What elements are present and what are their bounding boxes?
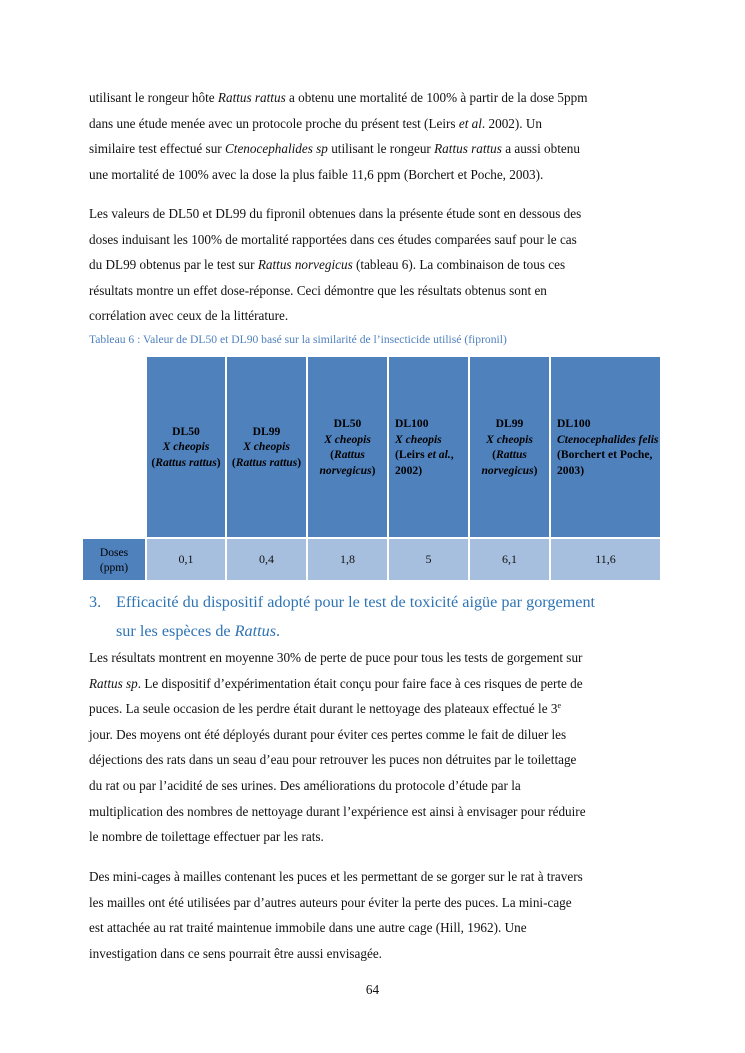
- text-line: similaire test effectué sur Ctenocephalides sp utilisant le rongeur Rattus rattus a aussi obtenu: [89, 141, 580, 157]
- text-line: le nombre de toilettage effectuer par les rats.: [89, 829, 324, 845]
- value-cell: 5: [388, 538, 469, 580]
- page-number: 64: [365, 982, 380, 997]
- table-caption: Tableau 6 : Valeur de DL50 et DL90 basé sur la similarité de l’insecticide utilisé (fipronil): [89, 333, 507, 346]
- text-line: du DL99 obtenus par le test sur Rattus norvegicus (tableau 6). La combinaison de tous ces: [89, 257, 566, 273]
- text-line: est attachée au rat traité maintenue immobile dans une autre cage (Hill, 1962). Une: [89, 920, 527, 936]
- table-row: [83, 538, 660, 580]
- text-line: Les valeurs de DL50 et DL99 du fipronil obtenues dans la présente étude sont en dessous des: [89, 206, 582, 221]
- table-header-row: [83, 357, 660, 538]
- value-cell: 11,6: [550, 538, 660, 580]
- text-line: les mailles ont été utilisées par d’autres auteurs pour éviter la perte des puces. La mini-cage: [89, 894, 572, 910]
- text-line: Des mini-cages à mailles contenant les puces et les permettant de se gorger sur le rat à travers: [89, 869, 583, 884]
- text-line: Rattus sp. Le dispositif d’expérimentation était conçu pour faire face à ces risques de perte de: [89, 675, 583, 691]
- header-dl50-rattus: DL50 X cheopis (Rattus rattus): [146, 357, 226, 538]
- paragraph-3: [89, 645, 656, 850]
- dose-table: [83, 357, 660, 580]
- value-cell: 6,1: [469, 538, 550, 580]
- text-line: une mortalité de 100% avec la dose la plus faible 11,6 ppm (Borchert et Poche, 2003).: [89, 166, 544, 182]
- value-cell: 0,4: [226, 538, 307, 580]
- text-line: utilisant le rongeur hôte Rattus rattus a obtenu une mortalité de 100% à partir de la dose 5ppm: [89, 90, 588, 105]
- row-label-doses: Doses (ppm): [83, 538, 146, 580]
- text-line: puces. La seule occasion de les perdre était durant le nettoyage des plateaux effectué le 3e: [89, 701, 561, 717]
- text-line: corrélation avec ceux de la littérature.: [89, 308, 289, 324]
- text-line: doses induisant les 100% de mortalité rapportées dans ces études comparées sauf pour le cas: [89, 231, 577, 247]
- text-line: investigation dans ce sens pourrait être aussi envisagée.: [89, 945, 382, 961]
- header-dl99-norvegicus: DL99 X cheopis (Rattus norvegicus): [469, 357, 550, 538]
- text-line: dans une étude menée avec un protocole proche du présent test (Leirs et al. 2002). Un: [89, 115, 542, 131]
- empty-corner-cell: [83, 357, 146, 538]
- text-line: du rat ou par l’acidité de ses urines. Des améliorations du protocole d’étude par la: [89, 777, 521, 793]
- header-dl100-borchert: DL100 Ctenocephalides felis (Borchert et Poche, 2003): [550, 357, 660, 538]
- text-line: déjections des rats dans un seau d’eau pour retrouver les puces non détruites par le toilettage: [89, 752, 577, 768]
- paragraph-2: [89, 201, 656, 329]
- section-heading: 3. Efficacité du dispositif adopté pour le test de toxicité aigüe par gorgement sur les espèces de Rattus.: [89, 593, 596, 640]
- header-dl50-norvegicus: DL50 X cheopis (Rattus norvegicus): [307, 357, 388, 538]
- paragraph-4: [89, 864, 656, 966]
- header-dl100-leirs: DL100 X cheopis (Leirs et al., 2002): [388, 357, 469, 538]
- value-cell: 0,1: [146, 538, 226, 580]
- paragraph-1: [89, 85, 656, 187]
- text-line: Les résultats montrent en moyenne 30% de perte de puce pour tous les tests de gorgement sur: [89, 650, 583, 665]
- text-line: résultats montre un effet dose-réponse. Ceci démontre que les résultats obtenus sont en: [89, 282, 547, 298]
- header-dl99-rattus: DL99 X cheopis (Rattus rattus): [226, 357, 307, 538]
- text-line: multiplication des nombres de nettoyage durant l’expérience est ainsi à envisager pour réduire: [89, 803, 586, 819]
- text-line: jour. Des moyens ont été déployés durant pour éviter ces pertes comme le fait de diluer les: [89, 726, 567, 742]
- value-cell: 1,8: [307, 538, 388, 580]
